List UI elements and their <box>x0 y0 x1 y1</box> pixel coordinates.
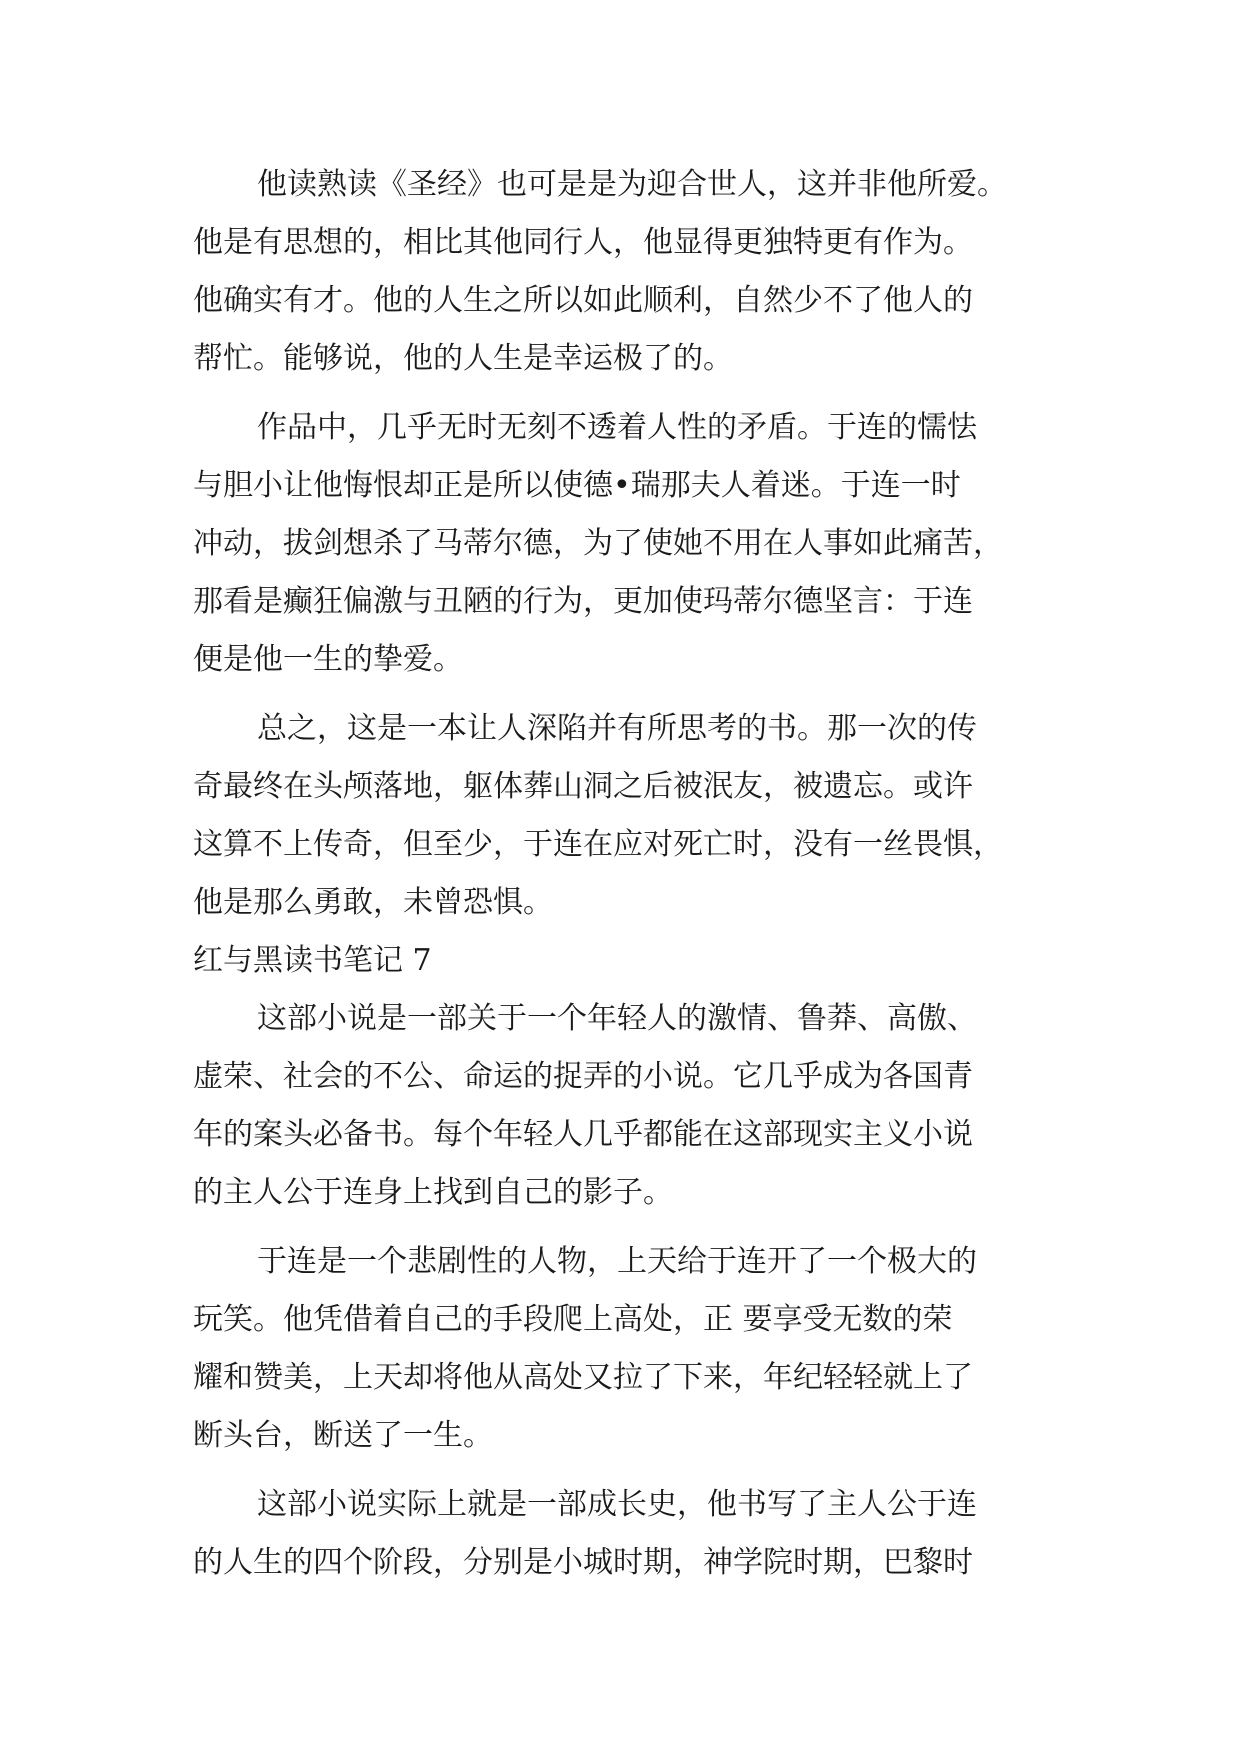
text-line: 这算不上传奇，但至少，于连在应对死亡时，没有一丝畏惧， <box>193 827 1003 862</box>
text-line: 与胆小让他悔恨却正是所以使德•瑞那夫人着迷。于连一时 <box>193 468 961 503</box>
paragraph <box>193 399 1063 689</box>
text-line: 他读熟读《圣经》也可是是为迎合世人，这并非他所爱。 <box>257 167 1007 202</box>
document-body <box>193 156 1063 1592</box>
text-line: 奇最终在头颅落地，躯体葬山洞之后被泯友，被遗忘。或许 <box>193 769 973 804</box>
text-line: 他是那么勇敢，未曾恐惧。 <box>193 885 553 920</box>
paragraph <box>193 700 1063 932</box>
paragraph-gap <box>193 388 1063 399</box>
text-line: 虚荣、社会的不公、命运的捉弄的小说。它几乎成为各国青 <box>193 1059 973 1094</box>
text-line: 冲动，拔剑想杀了马蒂尔德，为了使她不用在人事如此痛苦， <box>193 526 1003 561</box>
text-line: 这部小说实际上就是一部成长史，他书写了主人公于连 <box>257 1487 977 1522</box>
paragraph <box>193 156 1063 388</box>
paragraph <box>193 990 1063 1222</box>
paragraph-gap <box>193 1222 1063 1233</box>
text-line: 这部小说是一部关于一个年轻人的激情、鲁莽、高傲、 <box>257 1001 977 1036</box>
text-line: 帮忙。能够说，他的人生是幸运极了的。 <box>193 341 733 376</box>
text-line: 的人生的四个阶段，分别是小城时期，神学院时期，巴黎时 <box>193 1545 973 1580</box>
text-line: 的主人公于连身上找到自己的影子。 <box>193 1175 673 1210</box>
section-heading: 红与黑读书笔记 7 <box>193 943 432 978</box>
paragraph <box>193 1476 1063 1592</box>
text-line: 总之，这是一本让人深陷并有所思考的书。那一次的传 <box>257 711 977 746</box>
text-line: 耀和赞美，上天却将他从高处又拉了下来，年纪轻轻就上了 <box>193 1360 973 1395</box>
text-line: 他是有思想的，相比其他同行人，他显得更独特更有作为。 <box>193 225 973 260</box>
paragraph-gap <box>193 1465 1063 1476</box>
text-line: 作品中，几乎无时无刻不透着人性的矛盾。于连的懦怯 <box>257 410 977 445</box>
paragraph-gap <box>193 689 1063 700</box>
text-line: 年的案头必备书。每个年轻人几乎都能在这部现实主义小说 <box>193 1117 973 1152</box>
text-line: 玩笑。他凭借着自己的手段爬上高处，正 要享受无数的荣 <box>193 1302 953 1337</box>
paragraph <box>193 1233 1063 1465</box>
text-line: 断头台，断送了一生。 <box>193 1418 493 1453</box>
text-line: 于连是一个悲剧性的人物，上天给于连开了一个极大的 <box>257 1244 977 1279</box>
text-line: 他确实有才。他的人生之所以如此顺利，自然少不了他人的 <box>193 283 973 318</box>
text-line: 那看是癫狂偏激与丑陋的行为，更加使玛蒂尔德坚言：于连 <box>193 584 973 619</box>
text-line: 便是他一生的挚爱。 <box>193 642 463 677</box>
